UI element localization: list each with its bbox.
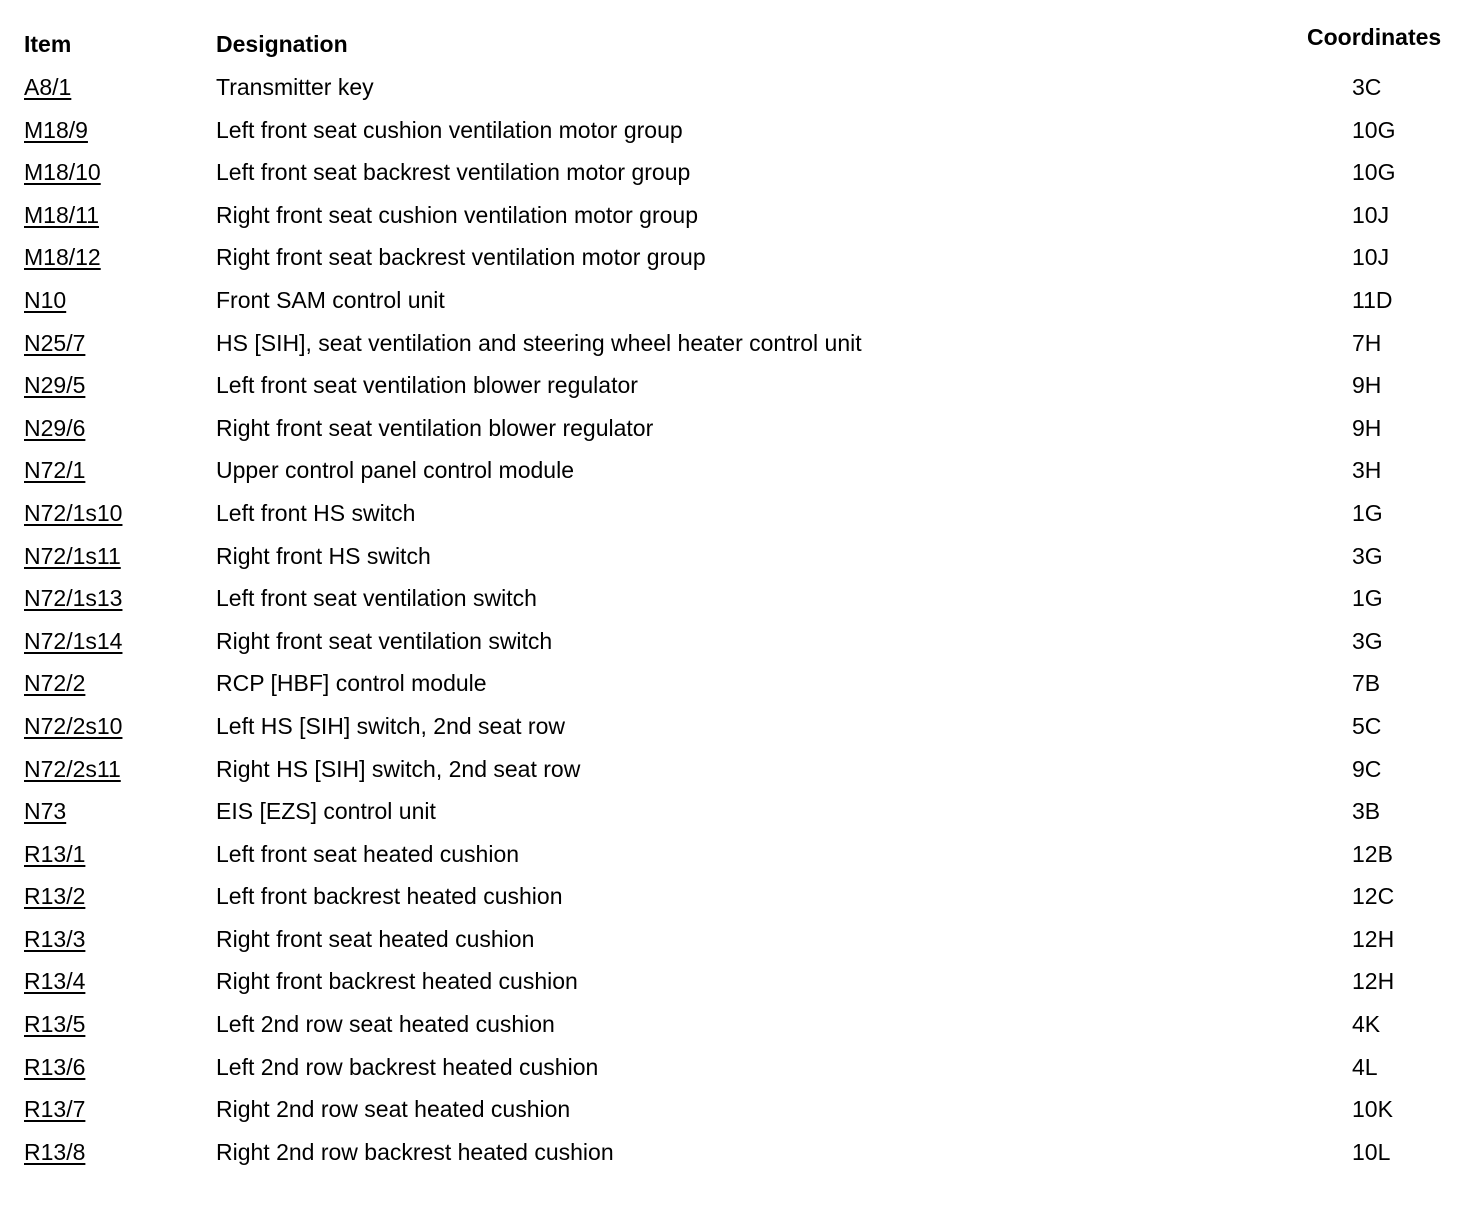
table-row	[0, 1087, 1472, 1130]
table-row	[0, 108, 1472, 151]
table-row	[0, 448, 1472, 491]
table-row	[0, 363, 1472, 406]
item-link[interactable]: R13/5	[24, 1011, 86, 1038]
designation-text: Right front seat heated cushion	[216, 925, 535, 952]
item-link[interactable]: N73	[24, 798, 67, 825]
designation-text: Right 2nd row seat heated cushion	[216, 1096, 571, 1123]
item-link[interactable]: N29/6	[24, 414, 86, 441]
table-row	[0, 278, 1472, 321]
designation-text: RCP [HBF] control module	[216, 670, 487, 697]
item-link[interactable]: M18/9	[24, 116, 88, 143]
coordinate-text: 10L	[1352, 1138, 1391, 1165]
designation-text: Left front HS switch	[216, 499, 416, 526]
item-link[interactable]: N72/2s10	[24, 712, 123, 739]
item-link[interactable]: N72/1s10	[24, 499, 123, 526]
coordinate-text: 10J	[1352, 244, 1390, 271]
table-row	[0, 959, 1472, 1002]
coordinate-text: 4K	[1352, 1011, 1381, 1038]
designation-text: Left front seat cushion ventilation motor group	[216, 116, 683, 143]
coordinate-text: 10J	[1352, 201, 1390, 228]
header-item: Item	[24, 31, 72, 57]
table-row	[0, 576, 1472, 619]
item-link[interactable]: R13/4	[24, 968, 86, 995]
item-link[interactable]: R13/7	[24, 1096, 86, 1123]
item-link[interactable]: R13/8	[24, 1138, 86, 1165]
item-link[interactable]: N72/1s14	[24, 627, 123, 654]
table-row	[0, 1002, 1472, 1045]
table-row	[0, 1045, 1472, 1088]
table-row	[0, 917, 1472, 960]
coordinate-text: 1G	[1352, 585, 1383, 612]
coordinate-text: 10G	[1352, 116, 1396, 143]
table-row	[0, 65, 1472, 108]
coordinate-text: 11D	[1352, 286, 1393, 313]
designation-text: Right 2nd row backrest heated cushion	[216, 1138, 614, 1165]
designation-text: EIS [EZS] control unit	[216, 798, 436, 825]
item-link[interactable]: R13/6	[24, 1053, 86, 1080]
coordinate-text: 5C	[1352, 712, 1382, 739]
table-row	[0, 150, 1472, 193]
designation-text: Right front seat ventilation blower regulator	[216, 414, 654, 441]
table-row	[0, 534, 1472, 577]
table-row	[0, 406, 1472, 449]
designation-text: Left front backrest heated cushion	[216, 883, 563, 910]
designation-text: Right front seat cushion ventilation motor group	[216, 201, 698, 228]
designation-text: Transmitter key	[216, 74, 374, 100]
designation-text: Right front backrest heated cushion	[216, 968, 578, 995]
designation-text: Front SAM control unit	[216, 286, 445, 313]
table-row	[0, 193, 1472, 236]
designation-text: Right front seat ventilation switch	[216, 627, 553, 654]
coordinate-text: 12H	[1352, 925, 1395, 952]
designation-text: Upper control panel control module	[216, 457, 574, 484]
coordinate-text: 12C	[1352, 883, 1395, 910]
coordinate-text: 10K	[1352, 1096, 1393, 1123]
item-link[interactable]: N10	[24, 286, 67, 313]
header-coordinates: Coordinates	[1307, 24, 1442, 50]
table-row	[0, 832, 1472, 875]
coordinate-text: 3B	[1352, 798, 1381, 825]
designation-text: Left 2nd row seat heated cushion	[216, 1011, 555, 1038]
table-row	[0, 747, 1472, 790]
item-link[interactable]: R13/3	[24, 925, 86, 952]
item-link[interactable]: N72/2s11	[24, 755, 121, 782]
coordinate-text: 3G	[1352, 627, 1383, 654]
item-link[interactable]: M18/11	[24, 201, 100, 228]
designation-text: Left HS [SIH] switch, 2nd seat row	[216, 712, 565, 739]
coordinate-text: 12H	[1352, 968, 1395, 995]
header-designation: Designation	[216, 31, 348, 57]
coordinate-text: 1G	[1352, 499, 1383, 526]
coordinate-text: 10G	[1352, 159, 1396, 186]
coordinate-text: 9H	[1352, 372, 1382, 399]
designation-text: HS [SIH], seat ventilation and steering wheel heater control unit	[216, 329, 862, 356]
coordinate-text: 3C	[1352, 74, 1382, 100]
designation-text: Left front seat backrest ventilation motor group	[216, 159, 691, 186]
table-row	[0, 491, 1472, 534]
item-link[interactable]: N25/7	[24, 329, 86, 356]
item-link[interactable]: N72/1s11	[24, 542, 121, 569]
coordinate-text: 7H	[1352, 329, 1382, 356]
table-row	[0, 661, 1472, 704]
item-link[interactable]: R13/2	[24, 883, 86, 910]
item-link[interactable]: R13/1	[24, 840, 86, 867]
table-row	[0, 874, 1472, 917]
item-link[interactable]: M18/12	[24, 244, 101, 271]
item-link[interactable]: N29/5	[24, 372, 86, 399]
item-link[interactable]: N72/1	[24, 457, 86, 484]
item-link[interactable]: A8/1	[24, 74, 72, 100]
designation-text: Left front seat ventilation switch	[216, 585, 537, 612]
designation-text: Left front seat ventilation blower regulator	[216, 372, 638, 399]
table-row	[0, 321, 1472, 364]
table-row	[0, 235, 1472, 278]
coordinate-text: 9H	[1352, 414, 1382, 441]
table-row	[0, 704, 1472, 747]
table-body	[0, 65, 1472, 1172]
table-row	[0, 1130, 1472, 1173]
coordinate-text: 4L	[1352, 1053, 1378, 1080]
designation-text: Right front HS switch	[216, 542, 431, 569]
item-link[interactable]: M18/10	[24, 159, 101, 186]
designation-text: Left 2nd row backrest heated cushion	[216, 1053, 599, 1080]
coordinate-text: 9C	[1352, 755, 1382, 782]
coordinate-text: 12B	[1352, 840, 1393, 867]
table-row	[0, 619, 1472, 662]
item-link[interactable]: N72/2	[24, 670, 86, 697]
designation-text: Left front seat heated cushion	[216, 840, 520, 867]
item-link[interactable]: N72/1s13	[24, 585, 123, 612]
coordinate-text: 3G	[1352, 542, 1383, 569]
coordinate-text: 7B	[1352, 670, 1381, 697]
table-row	[0, 789, 1472, 832]
coordinate-text: 3H	[1352, 457, 1382, 484]
designation-text: Right HS [SIH] switch, 2nd seat row	[216, 755, 581, 782]
designation-text: Right front seat backrest ventilation motor group	[216, 244, 706, 271]
